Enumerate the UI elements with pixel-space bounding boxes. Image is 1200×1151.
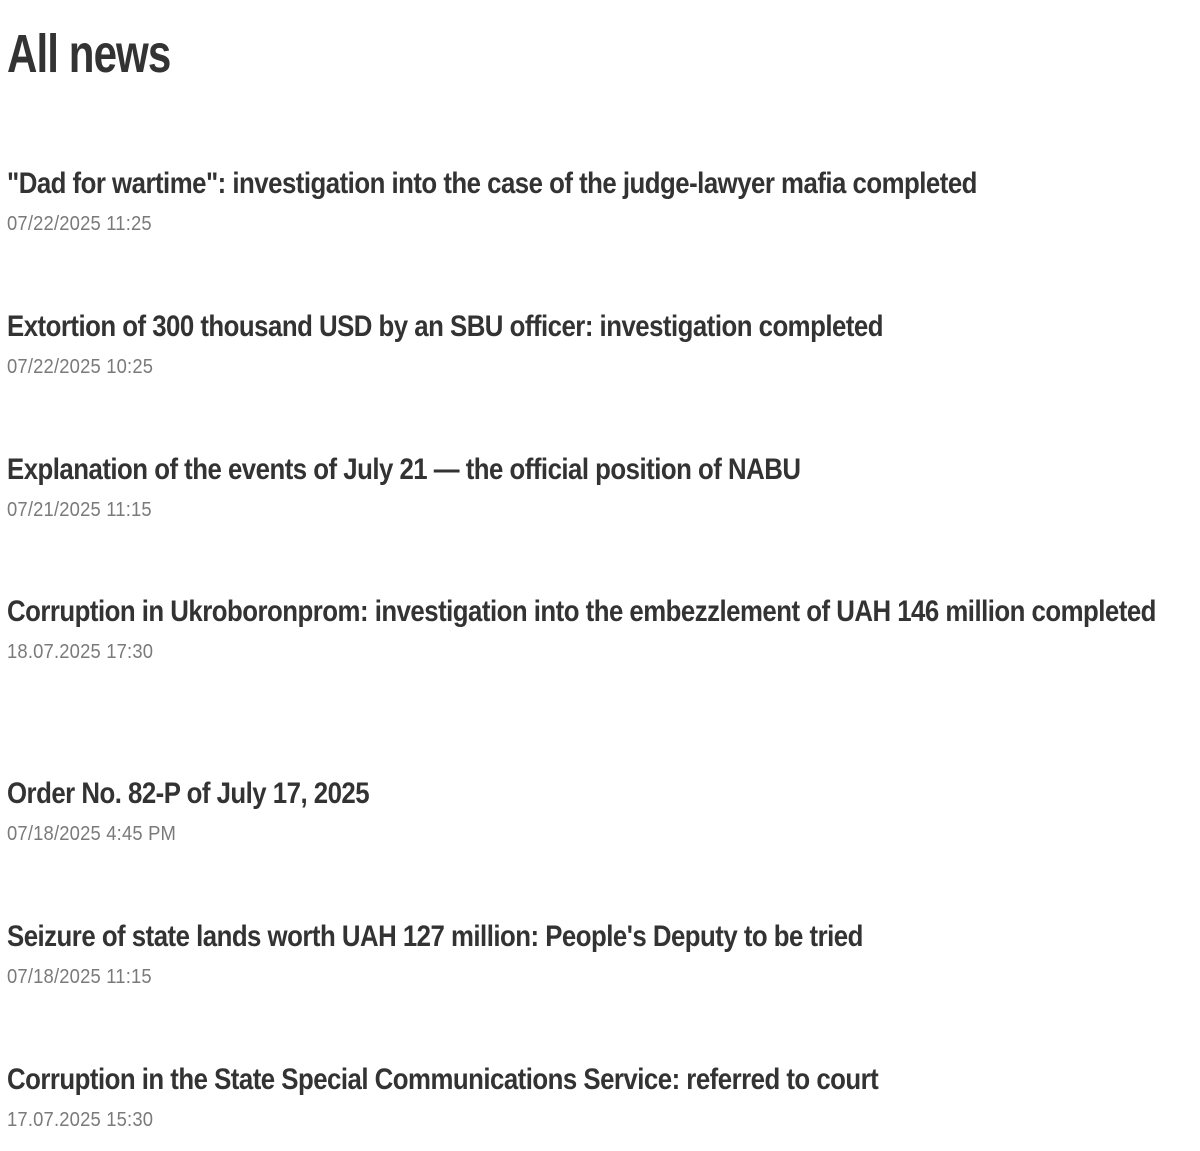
- news-item: [7, 592, 1187, 664]
- page-title: All news: [7, 24, 171, 84]
- news-title-link[interactable]: Corruption in Ukroboronprom: investigation into the embezzlement of UAH 146 million completed: [7, 595, 1156, 628]
- news-title-link[interactable]: Seizure of state lands worth UAH 127 million: People's Deputy to be tried: [7, 920, 863, 953]
- news-title-link[interactable]: Extortion of 300 thousand USD by an SBU officer: investigation completed: [7, 310, 883, 343]
- news-item: [7, 774, 1187, 846]
- news-date: 07/22/2025 11:25: [7, 213, 152, 235]
- news-title-link[interactable]: Order No. 82-P of July 17, 2025: [7, 777, 370, 810]
- news-item: [7, 1060, 1187, 1132]
- news-item: [7, 450, 1187, 522]
- news-title-link[interactable]: "Dad for wartime": investigation into the case of the judge-lawyer mafia completed: [7, 167, 977, 200]
- news-date: 07/21/2025 11:15: [7, 499, 152, 521]
- news-date: 07/18/2025 4:45 PM: [7, 823, 177, 845]
- news-date: 07/22/2025 10:25: [7, 356, 154, 378]
- news-item: [7, 307, 1187, 379]
- news-date: 07/18/2025 11:15: [7, 966, 152, 988]
- news-date: 18.07.2025 17:30: [7, 641, 154, 663]
- news-item: [7, 164, 1187, 236]
- news-title-link[interactable]: Explanation of the events of July 21 — the official position of NABU: [7, 453, 801, 486]
- news-date: 17.07.2025 15:30: [7, 1109, 154, 1131]
- news-item: [7, 917, 1187, 989]
- news-title-link[interactable]: Corruption in the State Special Communications Service: referred to court: [7, 1063, 879, 1096]
